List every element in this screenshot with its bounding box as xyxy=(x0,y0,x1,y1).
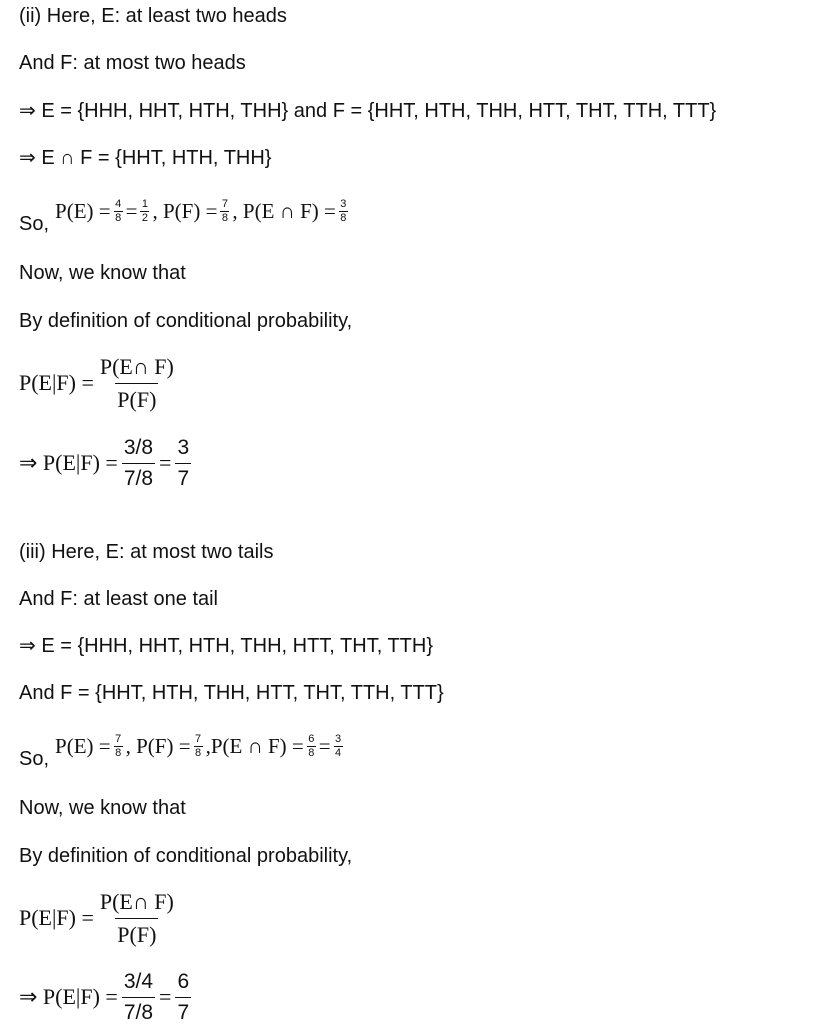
part3-formula xyxy=(19,887,180,949)
pef-num-2: 3 xyxy=(335,733,342,746)
pf-fraction xyxy=(194,733,203,758)
pe-label: P(E) = xyxy=(55,733,111,758)
part2-probabilities xyxy=(19,186,351,236)
so-label: So, xyxy=(19,213,50,235)
pef-fraction-1 xyxy=(307,733,316,758)
pef-den-1: 8 xyxy=(308,746,315,759)
pf-fraction xyxy=(220,198,229,223)
pe-fraction xyxy=(114,733,123,758)
result-num-1: 3/4 xyxy=(123,969,154,993)
so-label: So, xyxy=(19,748,50,770)
part3-set-f: And F = {HHT, HTH, THH, HTT, THT, TTH, TTT} xyxy=(19,682,444,704)
result-equals: = xyxy=(159,984,172,1009)
result-den-1: 7/8 xyxy=(122,997,155,1025)
pe-den-2: 2 xyxy=(141,211,149,224)
part3-heading: (iii) Here, E: at most two tails xyxy=(19,541,274,563)
result-fraction-1 xyxy=(122,436,155,491)
result-den-2: 7 xyxy=(175,997,191,1025)
result-num-1: 3/8 xyxy=(123,435,154,459)
pe-num-2: 1 xyxy=(141,198,149,211)
part2-result xyxy=(19,432,195,494)
result-lhs: ⇒ P(E|F) = xyxy=(19,450,118,475)
pe-fraction-1 xyxy=(114,198,123,223)
pef-den: 8 xyxy=(340,211,347,224)
pef-fraction-2 xyxy=(334,733,343,758)
equals-sign: = xyxy=(318,733,331,758)
pef-label: , P(E ∩ F) = xyxy=(232,198,336,223)
pef-num: 3 xyxy=(340,198,347,211)
formula-fraction xyxy=(98,354,176,413)
pf-num: 7 xyxy=(221,198,228,211)
pf-den: 8 xyxy=(195,746,202,759)
pf-label: , P(F) = xyxy=(125,733,191,758)
pef-fraction xyxy=(339,198,348,223)
formula-lhs: P(E|F) = xyxy=(19,370,94,395)
pe-label: P(E) = xyxy=(55,198,111,223)
pe-num-1: 4 xyxy=(115,198,122,211)
formula-lhs: P(E|F) = xyxy=(19,905,94,930)
result-lhs: ⇒ P(E|F) = xyxy=(19,984,118,1009)
result-den-2: 7 xyxy=(175,463,191,491)
equals-sign: = xyxy=(125,198,138,223)
result-num-2: 3 xyxy=(177,435,190,459)
pef-den-2: 4 xyxy=(335,746,342,759)
pf-num: 7 xyxy=(195,733,202,746)
result-equals: = xyxy=(159,450,172,475)
result-fraction-2 xyxy=(175,436,191,491)
part2-intersection: ⇒ E ∩ F = {HHT, HTH, THH} xyxy=(19,147,272,169)
part2-definition: By definition of conditional probability, xyxy=(19,310,353,332)
part3-probabilities xyxy=(19,721,346,771)
part2-formula xyxy=(19,352,180,414)
part3-definition: By definition of conditional probability, xyxy=(19,845,353,867)
result-den-1: 7/8 xyxy=(122,463,155,491)
part3-result xyxy=(19,966,195,1028)
part2-heading: (ii) Here, E: at least two heads xyxy=(19,5,287,27)
pe-den: 8 xyxy=(115,746,122,759)
pef-num-1: 6 xyxy=(308,733,315,746)
formula-den: P(F) xyxy=(115,918,158,948)
part3-event-f: And F: at least one tail xyxy=(19,588,219,610)
part3-set-e: ⇒ E = {HHH, HHT, HTH, THH, HTT, THT, TTH} xyxy=(19,635,434,657)
pef-label: ,P(E ∩ F) = xyxy=(205,733,304,758)
formula-fraction xyxy=(98,889,176,948)
result-fraction-1 xyxy=(122,970,155,1025)
part2-sets: ⇒ E = {HHH, HHT, HTH, THH} and F = {HHT, HTH, THH, HTT, THT, TTH, TTT} xyxy=(19,100,717,122)
formula-num: P(E∩ F) xyxy=(99,888,174,914)
pe-num: 7 xyxy=(115,733,122,746)
pe-den-1: 8 xyxy=(115,211,122,224)
pf-den: 8 xyxy=(221,211,228,224)
part2-now: Now, we know that xyxy=(19,262,186,284)
part3-now: Now, we know that xyxy=(19,797,186,819)
part2-event-f: And F: at most two heads xyxy=(19,52,246,74)
pe-fraction-2 xyxy=(140,198,149,223)
pf-label: , P(F) = xyxy=(152,198,218,223)
result-fraction-2 xyxy=(175,970,191,1025)
formula-den: P(F) xyxy=(115,383,158,413)
formula-num: P(E∩ F) xyxy=(99,353,174,379)
result-num-2: 6 xyxy=(177,969,190,993)
